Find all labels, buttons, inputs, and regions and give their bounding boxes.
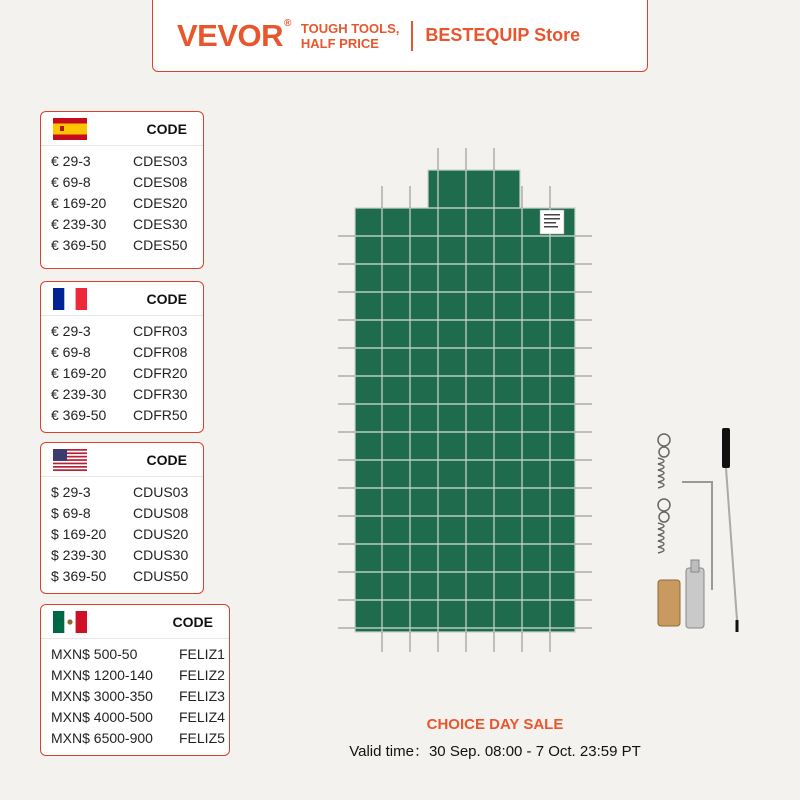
france-flag-icon — [53, 288, 87, 310]
coupon-row: $ 69-8 CDUS08 — [51, 503, 203, 524]
coupon-row: € 369-50 CDES50 — [51, 235, 203, 256]
card-header — [41, 112, 203, 146]
coupon-list — [41, 146, 203, 256]
coupon-code: CDES50 — [133, 237, 188, 253]
coupon-row: € 29-3 CDFR03 — [51, 321, 203, 342]
coupon-row: € 29-3 CDES03 — [51, 151, 203, 172]
brand-logo: VEVOR® — [177, 17, 291, 53]
coupon-code: CDES03 — [133, 153, 188, 169]
coupon-code: CDUS08 — [133, 505, 189, 521]
spring-icon — [658, 434, 670, 553]
coupon-code: CDFR03 — [133, 323, 188, 339]
coupon-code: CDFR50 — [133, 407, 188, 423]
coupon-row: $ 369-50 CDUS50 — [51, 566, 203, 587]
coupon-row: MXN$ 4000-500 FELIZ4 — [51, 707, 229, 728]
card-header — [41, 605, 229, 639]
coupon-code: CDUS03 — [133, 484, 189, 500]
coupon-list — [41, 477, 203, 587]
coupon-row: $ 29-3 CDUS03 — [51, 482, 203, 503]
coupon-code: CDFR20 — [133, 365, 188, 381]
valid-time: Valid time：30 Sep. 08:00 - 7 Oct. 23:59 PT — [349, 743, 641, 760]
coupon-row: MXN$ 500-50 FELIZ1 — [51, 644, 229, 665]
coupon-list — [41, 316, 203, 426]
coupon-row: € 239-30 CDES30 — [51, 214, 203, 235]
coupon-row: € 369-50 CDFR50 — [51, 405, 203, 426]
store-name: BESTEQUIP Store — [425, 25, 581, 45]
coupon-row: € 69-8 CDFR08 — [51, 342, 203, 363]
coupon-row: MXN$ 3000-350 FELIZ3 — [51, 686, 229, 707]
coupon-row: MXN$ 1200-140 FELIZ2 — [51, 665, 229, 686]
sale-title: CHOICE DAY SALE — [426, 716, 564, 733]
coupon-code: CDFR30 — [133, 386, 188, 402]
anchor-sleeve-icon — [658, 560, 704, 628]
spain-flag-icon — [53, 118, 87, 140]
coupon-code: FELIZ2 — [179, 667, 225, 683]
coupon-code: CDES30 — [133, 216, 188, 232]
card-header — [41, 282, 203, 316]
install-rod-icon — [722, 428, 737, 632]
coupon-row: $ 239-30 CDUS30 — [51, 545, 203, 566]
coupon-row: € 69-8 CDES08 — [51, 172, 203, 193]
coupon-row: € 239-30 CDFR30 — [51, 384, 203, 405]
pool-cover-image — [330, 140, 620, 660]
coupon-code: CDFR08 — [133, 344, 188, 360]
tagline: TOUGH TOOLS, HALF PRICE — [300, 20, 400, 51]
coupon-row: MXN$ 6500-900 FELIZ5 — [51, 728, 229, 749]
coupon-row: € 169-20 CDES20 — [51, 193, 203, 214]
code-header: CODE — [172, 613, 213, 630]
coupon-code: CDES20 — [133, 195, 188, 211]
coupon-code: CDES08 — [133, 174, 188, 190]
code-header: CODE — [146, 290, 187, 307]
coupon-code: CDUS30 — [133, 547, 189, 563]
cover-shape — [355, 170, 575, 632]
header-banner — [152, 0, 648, 72]
coupon-card-spain — [40, 111, 204, 269]
coupon-card-mexico — [40, 604, 230, 756]
coupon-code: CDUS50 — [133, 568, 189, 584]
coupon-row: $ 169-20 CDUS20 — [51, 524, 203, 545]
usa-flag-icon — [53, 449, 87, 471]
card-header — [41, 443, 203, 477]
coupon-code: FELIZ3 — [179, 688, 225, 704]
accessories-image — [640, 420, 750, 650]
coupon-code: FELIZ4 — [179, 709, 225, 725]
coupon-code: CDUS20 — [133, 526, 189, 542]
coupon-code: FELIZ1 — [179, 646, 225, 662]
coupon-card-usa — [40, 442, 204, 594]
coupon-row: € 169-20 CDFR20 — [51, 363, 203, 384]
mexico-flag-icon — [53, 611, 87, 633]
code-header: CODE — [146, 451, 187, 468]
coupon-code: FELIZ5 — [179, 730, 225, 746]
code-header: CODE — [146, 120, 187, 137]
coupon-card-france — [40, 281, 204, 433]
header-divider — [411, 21, 413, 51]
coupon-list — [41, 639, 229, 749]
